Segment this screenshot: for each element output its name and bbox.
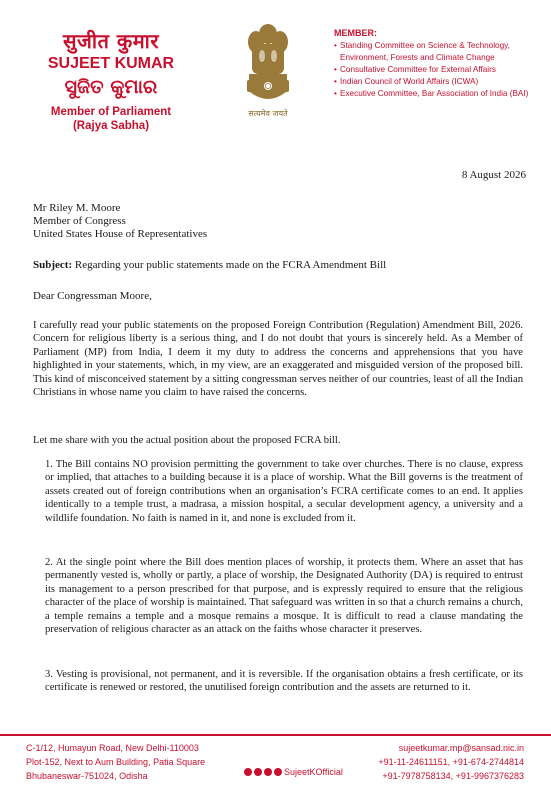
memberships-block xyxy=(334,28,546,100)
name-odia: ସୁଜିତ କୁମାର xyxy=(64,76,158,98)
letter-date: 8 August 2026 xyxy=(461,169,526,181)
addressee-block xyxy=(33,202,207,241)
member-label: MEMBER: xyxy=(334,28,377,38)
instagram-icon xyxy=(254,768,262,776)
social-handles[interactable] xyxy=(244,767,343,777)
social-handle: SujeetKOfficial xyxy=(284,767,343,777)
list-number: 2. xyxy=(45,557,53,568)
lion-capital-icon xyxy=(240,22,296,106)
list-item xyxy=(33,556,523,636)
subject-text: Regarding your public statements made on the FCRA Amendment Bill xyxy=(72,259,387,271)
body-paragraph: I carefully read your public statements on the proposed Foreign Contribution (Regulation) Amendment Bill, 2026. Concern for religious liberty is a serious thing, and I do not doubt that yours is sincerely held. As a Member of Parliament (MP) from India, I deem it my duty to address the concerns and apprehensions that you have highlighted in your statements, which, in my view, are an exaggerated and misguided version of the proposed bill. This kind of misconceived statement by a sitting congressman serves neither of our countries, least of all the Indian Christians in whose name you claim to have raised the concerns. xyxy=(33,320,523,399)
email-link[interactable]: sujeetkumar.mp@sansad.nic.in xyxy=(398,743,524,753)
addressee-line: Mr Riley M. Moore xyxy=(33,202,121,214)
facebook-icon xyxy=(274,768,282,776)
house-name: (Rajya Sabha) xyxy=(72,120,150,132)
bullet-icon: • xyxy=(334,65,337,74)
list-number: 3. xyxy=(45,669,53,680)
list-number: 1. xyxy=(45,459,53,470)
membership-item: • Executive Committee, Bar Association of India (BAI) xyxy=(334,89,529,98)
list-item-text: The Bill contains NO provision permitting the government to take over churches. There is no clause, express or implied, that attaches to a building because it is a place of worship. What the Bill governs is the treatment of assets created out of foreign contributions when an organisation’s FCRA certificate comes to an end. It applies identically to a temple trust, a madrasa, a mission hospital, a secular development agency, a university and a wildlife foundation. No faith is named in it, and none is excluded from it. xyxy=(45,459,523,524)
bullet-icon: • xyxy=(334,77,337,86)
whatsapp-icon xyxy=(244,768,252,776)
address-line: Plot-152, Next to Aum Building, Patia Square xyxy=(26,757,206,767)
footer-divider xyxy=(0,734,551,736)
bullet-icon: • xyxy=(334,41,337,50)
addressee-line: Member of Congress xyxy=(33,215,126,227)
membership-item: • Indian Council of World Affairs (ICWA) xyxy=(334,77,479,86)
body-paragraph: Let me share with you the actual position about the proposed FCRA bill. xyxy=(33,435,341,446)
address-line: Bhubaneswar-751024, Odisha xyxy=(26,771,148,781)
addressee-line: United States House of Representatives xyxy=(33,228,208,240)
salutation: Dear Congressman Moore, xyxy=(33,290,152,302)
designation: Member of Parliament xyxy=(50,106,172,118)
membership-item: • Consultative Committee for External Affairs xyxy=(334,65,496,74)
twitter-icon xyxy=(264,768,272,776)
subject-label: Subject: xyxy=(33,259,73,271)
list-item-text: At the single point where the Bill does mention places of worship, it protects them. Where an asset that has permanently vested is, wholly or partly, a place of worship, the Designated Authority (DA) is required to entrust its management to a person prescribed for that purpose, and is expressly required to ensure that the religious character of the place of worship is maintained. That safeguard was written in so that a church remains a church, a temple remains a temple and a mosque remains a mosque. It is difficult to read a clause mandating the preservation of religious character as an attack on the faiths whose character it preserves. xyxy=(45,557,523,636)
national-emblem xyxy=(236,22,300,122)
list-item-text: Vesting is provisional, not permanent, and it is reversible. If the organisation obtains a fresh certificate, or its certificate is renewed or restored, the unutilised foreign contribution and the assets are returned to it. xyxy=(45,669,523,694)
list-item xyxy=(33,668,523,695)
footer-address xyxy=(26,741,205,783)
bullet-icon: • xyxy=(334,89,337,98)
address-line: C-1/12, Humayun Road, New Delhi-110003 xyxy=(26,743,199,753)
footer-contacts xyxy=(378,741,524,783)
list-item xyxy=(33,458,523,525)
phone-line: +91-7978758134, +91-9967376283 xyxy=(382,771,524,781)
membership-item: • Standing Committee on Science & Technology, Environment, Forests and Climate Change xyxy=(334,41,510,62)
emblem-motto: सत्यमेव जयते xyxy=(248,109,288,118)
subject-line xyxy=(33,259,386,271)
name-hindi: सुजीत कुमार xyxy=(62,29,160,53)
letterhead-name-block xyxy=(26,30,196,133)
phone-line: +91-11-24611151, +91-674-2744814 xyxy=(378,757,524,767)
name-english: SUJEET KUMAR xyxy=(47,55,175,72)
